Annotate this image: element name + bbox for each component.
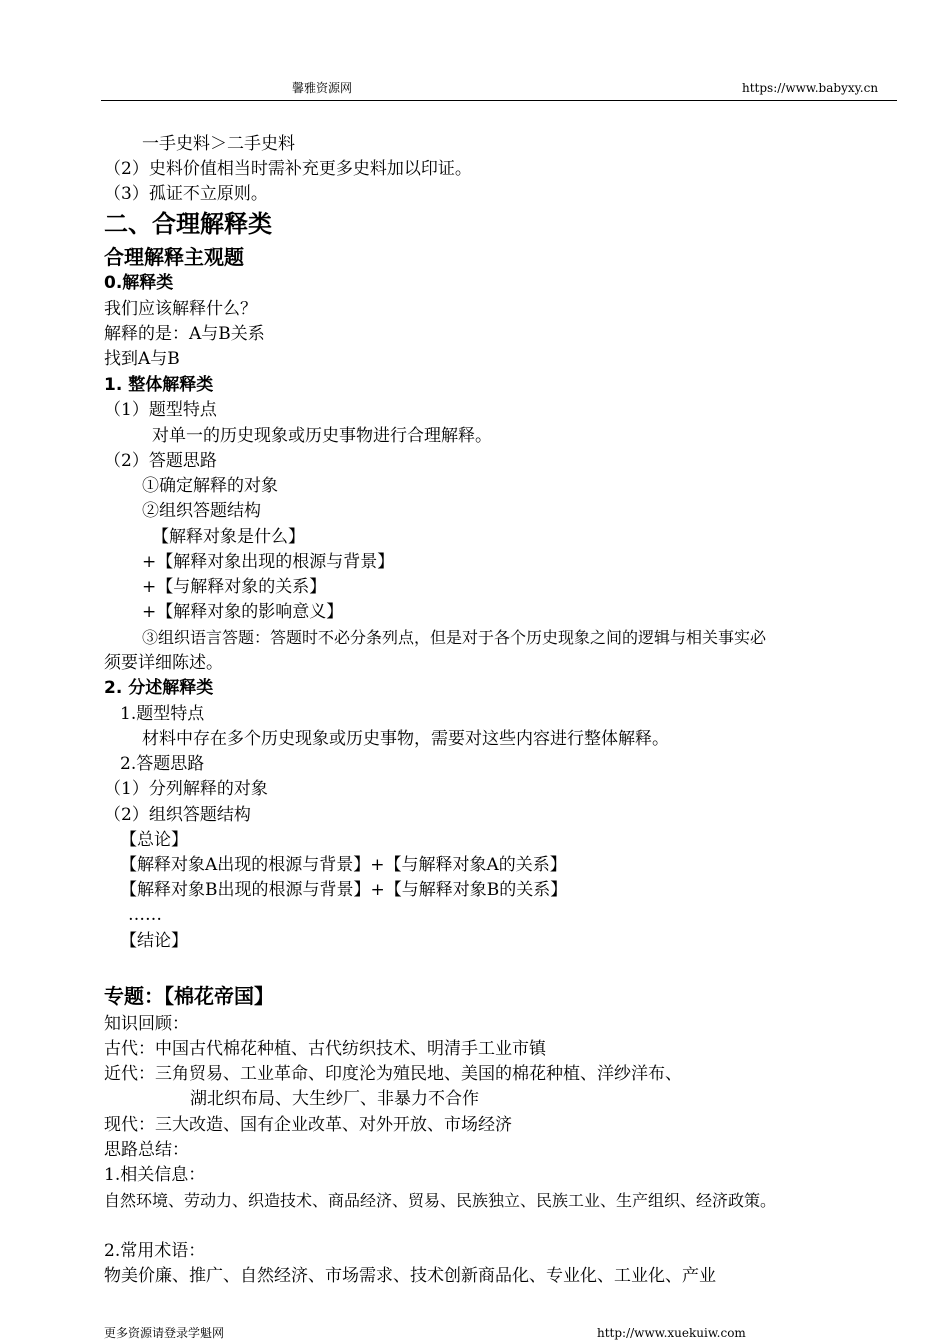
item-heading: 1. 整体解释类 — [104, 375, 214, 395]
body-line: 思路总结： — [104, 1140, 189, 1160]
body-line: 现代：三大改造、国有企业改革、对外开放、市场经济 — [104, 1115, 512, 1135]
body-line: （1）分列解释的对象 — [104, 779, 268, 799]
body-line: +【解释对象出现的根源与背景】 — [142, 552, 395, 572]
body-line: 近代：三角贸易、工业革命、印度沦为殖民地、美国的棉花种植、洋纱洋布、 — [104, 1064, 682, 1084]
body-line: ②组织答题结构 — [142, 501, 261, 521]
header-rule — [101, 100, 897, 101]
body-line: 知识回顾： — [104, 1014, 189, 1034]
body-line: 解释的是：A与B关系 — [104, 324, 265, 344]
body-line: 湖北织布局、大生纱厂、非暴力不合作 — [190, 1089, 479, 1109]
body-line: +【与解释对象的关系】 — [142, 577, 327, 597]
body-line: （1）题型特点 — [104, 400, 217, 420]
body-line: 找到A与B — [104, 349, 180, 369]
body-line: ③组织语言答题：答题时不必分条列点，但是对于各个历史现象之间的逻辑与相关事实必 — [142, 628, 767, 647]
body-line: 2.答题思路 — [120, 754, 205, 774]
topic-heading: 专题：【棉花帝国】 — [104, 984, 274, 1008]
body-line: +【解释对象的影响意义】 — [142, 602, 344, 622]
body-line: 【总论】 — [120, 830, 188, 850]
body-line: 须要详细陈述。 — [104, 653, 223, 673]
body-line: 1.题型特点 — [120, 704, 205, 724]
body-line: 2.常用术语： — [104, 1241, 206, 1261]
body-line: 【解释对象B出现的根源与背景】+【与解释对象B的关系】 — [120, 880, 568, 900]
body-line: 自然环境、劳动力、织造技术、商品经济、贸易、民族独立、民族工业、生产组织、经济政策。 — [104, 1191, 777, 1210]
footer-url[interactable]: http://www.xuekuiw.com — [597, 1326, 746, 1340]
body-line: 材料中存在多个历史现象或历史事物，需要对这些内容进行整体解释。 — [142, 729, 669, 749]
body-line: （2）答题思路 — [104, 451, 217, 471]
body-line: 对单一的历史现象或历史事物进行合理解释。 — [152, 426, 492, 446]
body-line: 一手史料＞二手史料 — [142, 134, 295, 154]
item-heading: 2. 分述解释类 — [104, 678, 214, 698]
body-line: 古代：中国古代棉花种植、古代纺织技术、明清手工业市镇 — [104, 1039, 546, 1059]
body-line: 物美价廉、推广、自然经济、市场需求、技术创新商品化、专业化、工业化、产业 — [104, 1266, 716, 1286]
body-line: （2）史料价值相当时需补充更多史料加以印证。 — [104, 159, 472, 179]
subsection-heading: 合理解释主观题 — [104, 245, 244, 269]
body-line: 【结论】 — [120, 931, 188, 951]
body-line: 我们应该解释什么？ — [104, 299, 257, 319]
body-line: 1.相关信息： — [104, 1165, 206, 1185]
header-site-name: 馨雅资源网 — [292, 81, 353, 95]
body-line: 【解释对象A出现的根源与背景】+【与解释对象A的关系】 — [120, 855, 567, 875]
section-heading: 二、合理解释类 — [104, 210, 272, 238]
header-site-url[interactable]: https://www.babyxy.cn — [742, 81, 879, 95]
item-heading: 0.解释类 — [104, 273, 174, 293]
footer-left-text: 更多资源请登录学魁网 — [104, 1326, 225, 1340]
body-line: …… — [128, 905, 162, 925]
body-line: （2）组织答题结构 — [104, 805, 251, 825]
body-line: ①确定解释的对象 — [142, 476, 278, 496]
body-line: （3）孤证不立原则。 — [104, 184, 268, 204]
body-line: 【解释对象是什么】 — [152, 527, 305, 547]
